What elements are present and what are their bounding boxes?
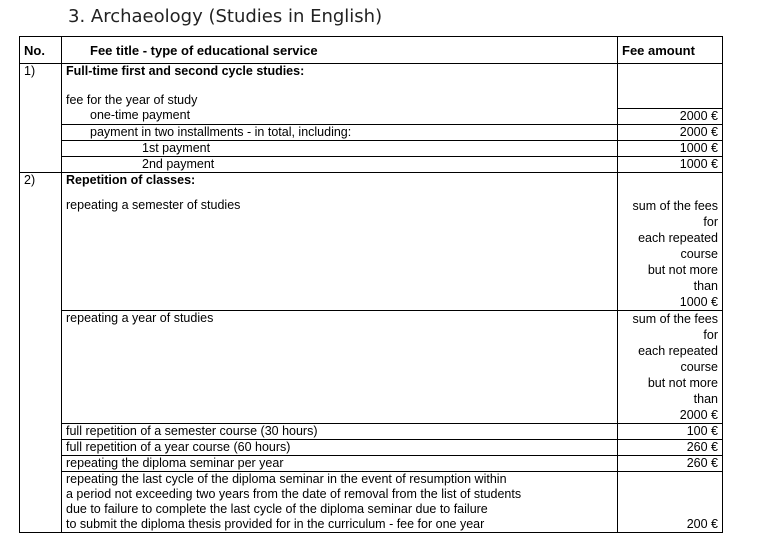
fee-table bbox=[19, 36, 723, 533]
row-label: 2nd payment bbox=[62, 156, 618, 172]
row-label: repeating the last cycle of the diploma seminar in the event of resumption within a period not exceeding two years from the date of removal from the list of students due to failure to complete the last cycle of the diploma seminar due to failure to submit the diploma thesis provided for in the curriculum - fee for one year bbox=[62, 471, 618, 532]
row-label: full repetition of a year course (60 hours) bbox=[62, 439, 618, 455]
table-row bbox=[20, 108, 723, 124]
page-heading: 3. Archaeology (Studies in English) bbox=[68, 6, 383, 27]
row-label: payment in two installments - in total, including: bbox=[62, 124, 618, 140]
header-amount: Fee amount bbox=[618, 37, 723, 64]
table-row bbox=[20, 188, 723, 311]
row-amount: 1000 € bbox=[618, 156, 723, 172]
row-label: one-time payment bbox=[62, 108, 618, 124]
section-1-title-row bbox=[20, 64, 723, 80]
table-row bbox=[20, 140, 723, 156]
row-amount: 2000 € bbox=[618, 108, 723, 124]
section-2-title-row bbox=[20, 172, 723, 188]
row-amount: 2000 € bbox=[618, 124, 723, 140]
section-2-number: 2) bbox=[20, 172, 62, 532]
section-1-title: Full-time first and second cycle studies: bbox=[62, 64, 618, 80]
table-row bbox=[20, 455, 723, 471]
row-amount: sum of the fees for each repeated course but not more than 1000 € bbox=[618, 188, 723, 311]
row-amount: 260 € bbox=[618, 439, 723, 455]
row-label: full repetition of a semester course (30 hours) bbox=[62, 423, 618, 439]
table-row bbox=[20, 310, 723, 423]
row-label: repeating a year of studies bbox=[62, 310, 618, 423]
section-1-intro-row bbox=[20, 93, 723, 108]
row-label: repeating a semester of studies bbox=[62, 188, 618, 311]
row-amount: sum of the fees for each repeated course but not more than 2000 € bbox=[618, 310, 723, 423]
header-no: No. bbox=[20, 37, 62, 64]
table-row bbox=[20, 439, 723, 455]
row-amount: 1000 € bbox=[618, 140, 723, 156]
section-1-number: 1) bbox=[20, 64, 62, 173]
row-label: 1st payment bbox=[62, 140, 618, 156]
row-amount: 260 € bbox=[618, 455, 723, 471]
table-row bbox=[20, 471, 723, 532]
table-row bbox=[20, 124, 723, 140]
table-row bbox=[20, 156, 723, 172]
row-label: repeating the diploma seminar per year bbox=[62, 455, 618, 471]
table-row bbox=[20, 423, 723, 439]
header-title: Fee title - type of educational service bbox=[62, 37, 618, 64]
section-2-title: Repetition of classes: bbox=[62, 172, 618, 188]
table-header-row bbox=[20, 37, 723, 64]
row-amount: 100 € bbox=[618, 423, 723, 439]
row-amount: 200 € bbox=[618, 471, 723, 532]
section-1-intro: fee for the year of study bbox=[62, 93, 618, 108]
